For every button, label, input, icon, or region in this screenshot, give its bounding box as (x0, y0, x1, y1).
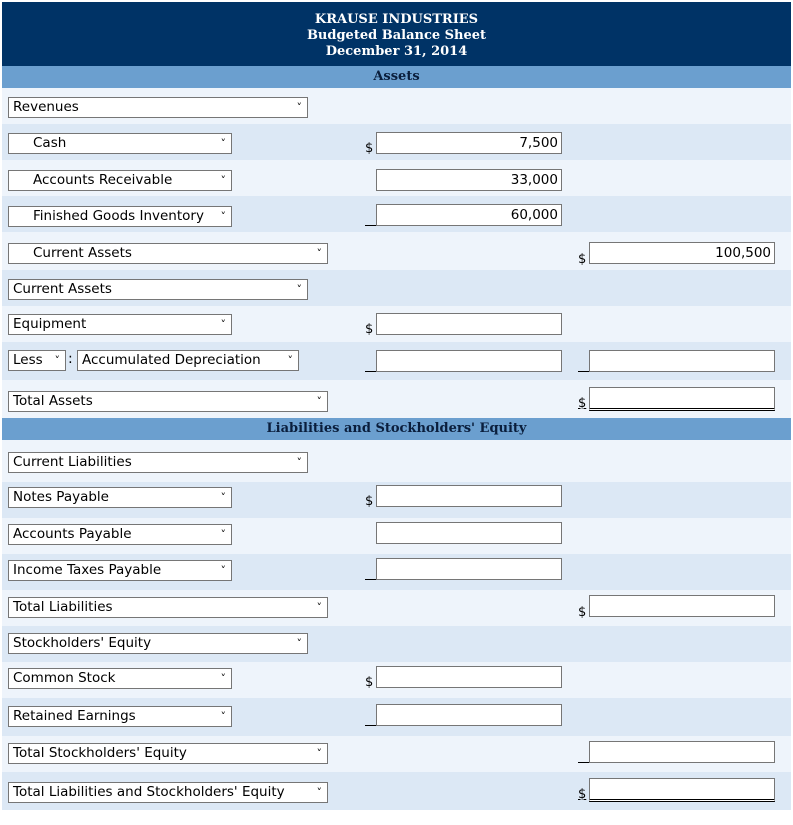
dropdown-value: Cash (33, 135, 67, 151)
stockholders-equity-dropdown[interactable] (8, 633, 308, 654)
dollar-sign: $ (365, 494, 374, 509)
dropdown-value: Equipment (13, 316, 87, 332)
cash-dropdown[interactable] (8, 133, 232, 154)
chevron-down-icon: ˅ (220, 318, 226, 331)
dropdown-value: Total Liabilities (13, 599, 113, 615)
chevron-down-icon: ˅ (316, 601, 322, 614)
balance-sheet (2, 0, 791, 825)
chevron-down-icon: ˅ (296, 101, 302, 114)
dropdown-value: Accounts Payable (13, 526, 132, 542)
dropdown-value: Common Stock (13, 670, 116, 686)
chevron-down-icon: ˅ (316, 747, 322, 760)
current-assets-heading-dropdown[interactable] (8, 279, 308, 300)
dollar-sign: $ (578, 787, 587, 802)
statement-header (2, 2, 791, 66)
dropdown-value: Revenues (13, 99, 79, 115)
current-assets-total-dropdown[interactable] (8, 243, 328, 264)
dropdown-value: Current Assets (13, 281, 112, 297)
accounts-payable-dropdown[interactable] (8, 524, 232, 545)
dropdown-value: Total Liabilities and Stockholders' Equity (13, 784, 285, 800)
dollar-sign: $ (365, 322, 374, 337)
chevron-down-icon: ˅ (220, 174, 226, 187)
accumulated-depreciation-amount-input[interactable] (376, 350, 562, 372)
dropdown-value: Less (13, 352, 43, 368)
company-name: KRAUSE INDUSTRIES (314, 12, 479, 27)
finished-goods-amount-input[interactable] (376, 204, 562, 226)
dollar-sign: $ (365, 675, 374, 690)
liabilities-section-label: Liabilities and Stockholders' Equity (266, 421, 527, 436)
input-value: 33,000 (510, 172, 558, 188)
dollar-sign: $ (578, 605, 587, 620)
dollar-sign: $ (578, 252, 587, 267)
chevron-down-icon: ˅ (316, 247, 322, 260)
dropdown-value: Total Stockholders' Equity (13, 745, 187, 761)
accounts-receivable-amount-input[interactable] (376, 169, 562, 191)
liabilities-section-header (2, 418, 791, 440)
chevron-down-icon: ˅ (54, 354, 60, 367)
input-value: 100,500 (715, 245, 771, 261)
statement-title: Budgeted Balance Sheet (306, 28, 487, 43)
dropdown-value: Total Assets (13, 393, 93, 409)
total-assets-input[interactable] (589, 387, 775, 411)
colon-separator: : (68, 351, 73, 367)
total-stockholders-equity-dropdown[interactable] (8, 743, 328, 764)
total-assets-dropdown[interactable] (8, 391, 328, 412)
notes-payable-dropdown[interactable] (8, 487, 232, 508)
finished-goods-dropdown[interactable] (8, 206, 232, 227)
income-taxes-payable-amount-input[interactable] (376, 558, 562, 580)
retained-earnings-amount-input[interactable] (376, 704, 562, 726)
chevron-down-icon: ˅ (296, 637, 302, 650)
accumulated-depreciation-dropdown[interactable] (77, 350, 299, 371)
chevron-down-icon: ˅ (316, 395, 322, 408)
revenues-dropdown[interactable] (8, 97, 308, 118)
income-taxes-payable-dropdown[interactable] (8, 560, 232, 581)
dollar-sign: $ (578, 396, 587, 411)
equipment-amount-input[interactable] (376, 313, 562, 335)
total-liabilities-dropdown[interactable] (8, 597, 328, 618)
assets-section-header (2, 66, 791, 88)
dropdown-value: Notes Payable (13, 489, 109, 505)
chevron-down-icon: ˅ (316, 786, 322, 799)
chevron-down-icon: ˅ (287, 354, 293, 367)
statement-date: December 31, 2014 (325, 44, 468, 59)
total-liabilities-and-equity-input[interactable] (589, 778, 775, 802)
accounts-receivable-dropdown[interactable] (8, 170, 232, 191)
net-equipment-input[interactable] (589, 350, 775, 372)
dropdown-value: Finished Goods Inventory (33, 208, 204, 224)
current-liabilities-dropdown[interactable] (8, 452, 308, 473)
chevron-down-icon: ˅ (220, 210, 226, 223)
chevron-down-icon: ˅ (220, 528, 226, 541)
accounts-payable-amount-input[interactable] (376, 522, 562, 544)
cash-amount-input[interactable] (376, 132, 562, 154)
chevron-down-icon: ˅ (296, 283, 302, 296)
equipment-dropdown[interactable] (8, 314, 232, 335)
dropdown-value: Income Taxes Payable (13, 562, 162, 578)
current-assets-total-input[interactable] (589, 242, 775, 264)
assets-section-label: Assets (373, 69, 420, 84)
dropdown-value: Stockholders' Equity (13, 635, 152, 651)
input-value: 7,500 (519, 135, 558, 151)
dropdown-value: Current Assets (33, 245, 132, 261)
common-stock-dropdown[interactable] (8, 668, 232, 689)
dropdown-value: Retained Earnings (13, 708, 136, 724)
total-liabilities-input[interactable] (589, 595, 775, 617)
chevron-down-icon: ˅ (220, 672, 226, 685)
total-stockholders-equity-input[interactable] (589, 741, 775, 763)
dropdown-value: Accounts Receivable (33, 172, 173, 188)
dropdown-value: Current Liabilities (13, 454, 132, 470)
chevron-down-icon: ˅ (220, 137, 226, 150)
chevron-down-icon: ˅ (296, 456, 302, 469)
chevron-down-icon: ˅ (220, 710, 226, 723)
less-dropdown[interactable] (8, 350, 66, 371)
notes-payable-amount-input[interactable] (376, 485, 562, 507)
retained-earnings-dropdown[interactable] (8, 706, 232, 727)
common-stock-amount-input[interactable] (376, 666, 562, 688)
dropdown-value: Accumulated Depreciation (82, 352, 261, 368)
chevron-down-icon: ˅ (220, 491, 226, 504)
dollar-sign: $ (365, 141, 374, 156)
input-value: 60,000 (510, 207, 558, 223)
chevron-down-icon: ˅ (220, 564, 226, 577)
total-liabilities-and-equity-dropdown[interactable] (8, 782, 328, 803)
